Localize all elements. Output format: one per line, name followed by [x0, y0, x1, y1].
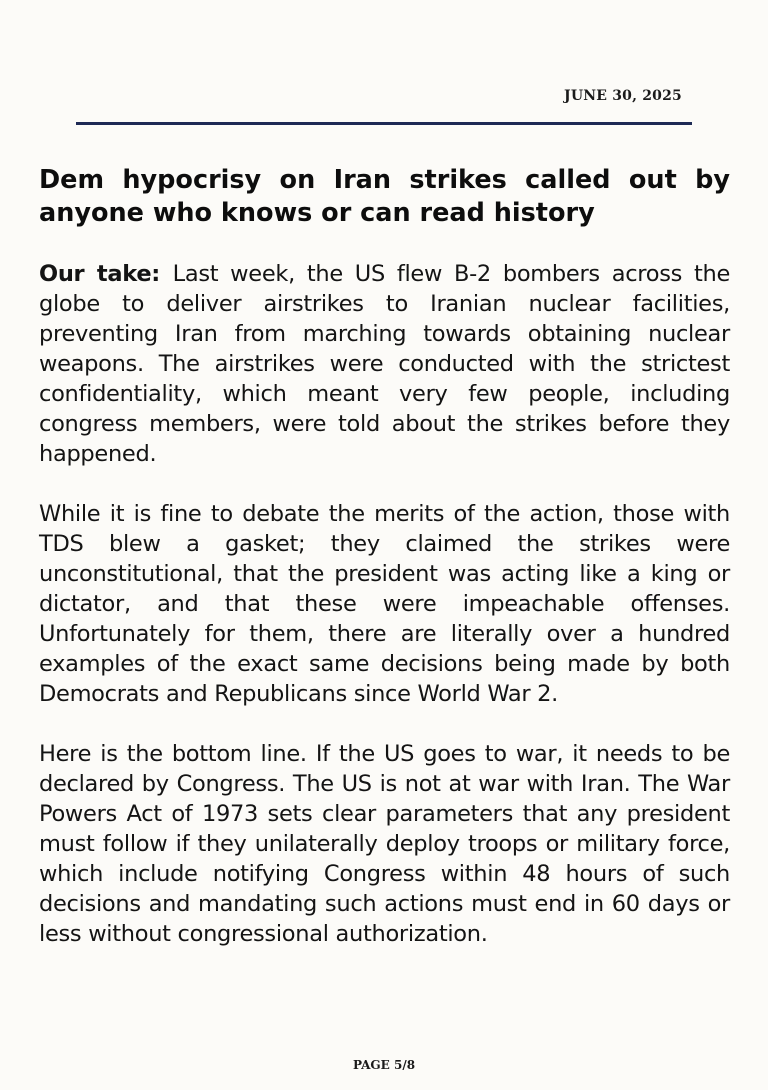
article-paragraph-3: Here is the bottom line. If the US goes to war, it needs to be declared by Congress. The US is not at war with Iran. The War Powers Act of 1973 sets clear parameters that any president must follow if they unilaterally deploy troops or military force, which include notifying Congress within 48 hours of such decisions and mandating such actions must end in 60 days or less without congressional authorization. — [39, 741, 730, 947]
article-paragraph-1 — [39, 259, 730, 469]
article — [39, 164, 730, 949]
lead-label: Our take: — [39, 261, 173, 287]
header-divider — [76, 122, 692, 125]
article-headline: Dem hypocrisy on Iran strikes called out by anyone who knows or can read history — [39, 165, 730, 228]
page-number: PAGE 5/8 — [352, 1058, 416, 1072]
publication-date: JUNE 30, 2025 — [564, 88, 682, 104]
article-paragraph-2: While it is fine to debate the merits of the action, those with TDS blew a gasket; they claimed the strikes were unconstitutional, that the president was acting like a king or dictator, and that these were impeachable offenses. Unfortunately for them, there are literally over a hundred examples of the exact same decisions being made by both Democrats and Republicans since World War 2. — [39, 501, 730, 707]
paragraph-1-text: Last week, the US flew B-2 bombers across the globe to deliver airstrikes to Iranian nuclear facilities, preventing Iran from marching towards obtaining nuclear weapons. The airstrikes were conducted with the strictest confidentiality, which meant very few people, including congress members, were told about the strikes before they happened. — [39, 261, 731, 467]
